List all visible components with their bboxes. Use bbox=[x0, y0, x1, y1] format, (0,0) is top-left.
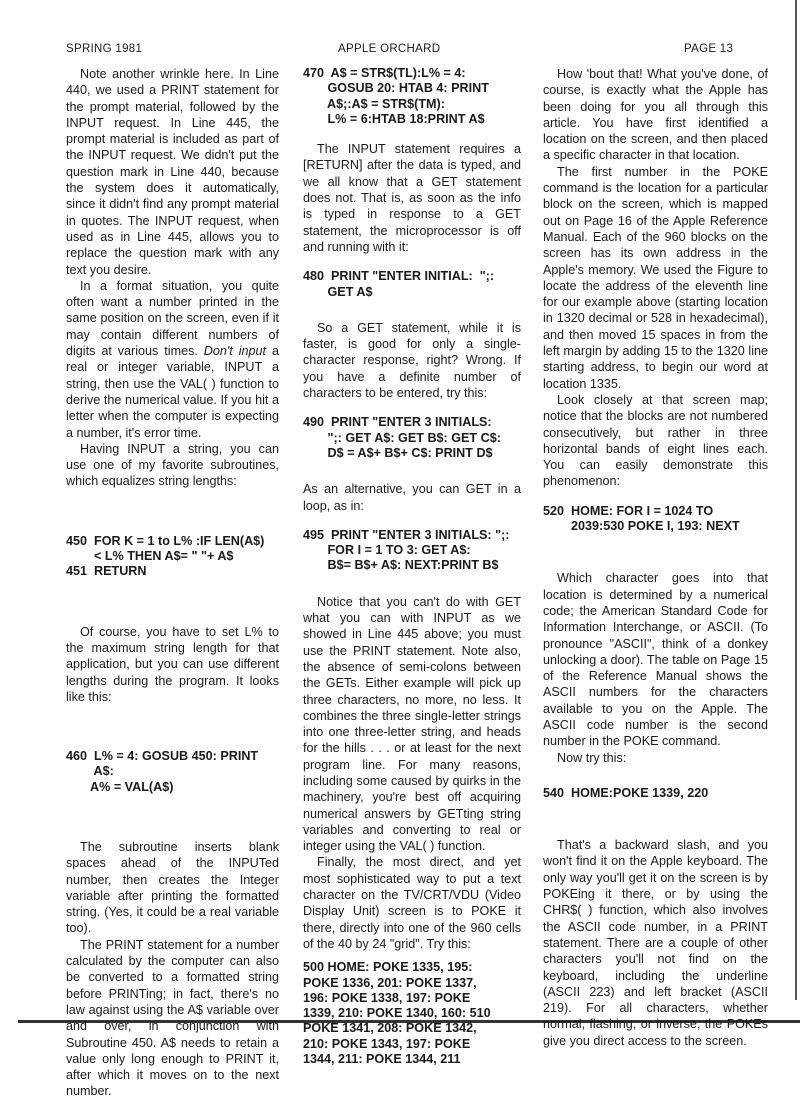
paragraph: Which character goes into that location is determined by a numerical code; the American Standard Code for Information Interchange, or ASCII. (To pronounce "ASCII", think of a donkey unlocking a door). The table on Page 15 of the Reference Manual shows the ASCII numbers for the characters available to you on the Apple. The ASCII code number is the second number in the POKE command. bbox=[543, 571, 768, 749]
column-2 bbox=[303, 66, 521, 1067]
paragraph: As an alternative, you can GET in a loop, as in: bbox=[303, 482, 521, 513]
code-listing-470: 470 A$ = STR$(TL):L% = 4: GOSUB 20: HTAB 4: PRINT A$;:A$ = STR$(TM): L% = 6:HTAB 18:PRINT A$ bbox=[303, 66, 489, 126]
paragraph: In a format situation, you quite often want a number printed in the same position on the screen, even if it may contain different numbers of digits at various times. Don't input a real or integer variable, INPUT a string, then use the VAL( ) function to derive the numerical value. If you hit a letter when the computer is expecting a number, it's error time. bbox=[66, 278, 279, 440]
paragraph: Having INPUT a string, you can use one of my favorite subroutines, which equalizes string lengths: bbox=[66, 441, 279, 489]
paragraph: Finally, the most direct, and yet most sophisticated way to put a text character on the TV/CRT/VDU (Video Display Unit) screen is to POKE it there, directly into one of the 960 cells of the 40 by 24 "grid". Try this: bbox=[303, 855, 521, 951]
paragraph: Of course, you have to set L% to the maximum string length for that application, but you can use different lengths during the program. It looks like this: bbox=[66, 624, 279, 704]
paragraph: Note another wrinkle here. In Line 440, we used a PRINT statement for the prompt material, followed by the INPUT request. In Line 445, the prompt material is included as part of the INPUT request. We didn't put the question mark in Line 440, because the system does it automatically, since it didn't find any prompt material in quotes. The INPUT request, when used as in Line 445, allows you to replace the question mark with any text you desire. bbox=[66, 67, 279, 277]
paragraph: The subroutine inserts blank spaces ahead of the INPUTed number, then creates the Integer variable after printing the formatted string. (Yes, it could be a real variable too). bbox=[66, 839, 279, 936]
code-listing-500: 500 HOME: POKE 1335, 195: POKE 1336, 201: POKE 1337, 196: POKE 1338, 197: POKE 1339, 210: POKE 1340, 160: 510 POKE 1341, 208: POKE 1342, 210: POKE 1343, 197: POKE 1344, 211: POKE 1344, 211 bbox=[303, 960, 491, 1067]
paragraph: Now try this: bbox=[557, 750, 627, 765]
code-listing-480: 480 PRINT "ENTER INITIAL: ";: GET A$ bbox=[303, 269, 495, 299]
header-page-number: PAGE 13 bbox=[684, 43, 734, 55]
code-listing-540: 540 HOME:POKE 1339, 220 bbox=[543, 785, 709, 800]
paragraph: Notice that you can't do with GET what you can with INPUT as we showed in Line 445 above; you must use the PRINT statement. Note also, the absence of semi-colons between the GETs. Either example will pick up three characters, no more, no less. It combines the three single-letter strings into one three-letter string, and heads for the hills . . . or at least for the next program line. For many reasons, including some caused by quirks in the machinery, you're best off acquiring numerical answers by GETting string variables and converting to real or integer using the VAL( ) function. bbox=[303, 594, 521, 854]
header-date: SPRING 1981 bbox=[66, 43, 143, 55]
code-listing-460: 460 L% = 4: GOSUB 450: PRINT A$: A% = VAL(A$) bbox=[66, 749, 259, 794]
paragraph: That's a backward slash, and you won't find it on the Apple keyboard. The only way you'll get it on the screen is by POKEing it there, or by using the CHR$( ) function, which also involves the ASCII code number, in a PRINT statement. There are a couple of other characters you'll not find on the keyboard, including the underline (ASCII 223) and left bracket (ASCII 219). For all characters, whether normal, flashing, or inverse, the POKEs give you direct access to the screen. bbox=[543, 838, 768, 1048]
code-listing-450: 450 FOR K = 1 to L% :IF LEN(A$) < L% THEN A$= " "+ A$ 451 RETURN bbox=[66, 533, 265, 579]
code-listing-490: 490 PRINT "ENTER 3 INITIALS: ";: GET A$: GET B$: GET C$: D$ = A$+ B$+ C$: PRINT D$ bbox=[303, 415, 501, 460]
column-1 bbox=[66, 66, 279, 1100]
right-edge-rule bbox=[795, 0, 797, 1000]
paragraph: Look closely at that screen map; notice that the blocks are not numbered consecutively, but rather in three horizontal bands of eight lines each. You can easily demonstrate this phenomenon: bbox=[543, 392, 768, 489]
header-publication: APPLE ORCHARD bbox=[338, 43, 441, 55]
paragraph: The PRINT statement for a number calculated by the computer can also be converted to a formatted string before PRINTing; in fact, there's no law against using the A$ variable over and over, in conjunction with Subroutine 450. A$ needs to retain a value only long enough to PRINT it, after which it moves on to the next number. bbox=[66, 937, 279, 1099]
column-3 bbox=[543, 66, 768, 1049]
paragraph: So a GET statement, while it is faster, is good for only a single-character response, right? Wrong. If you have a definite number of characters to be entered, try this: bbox=[303, 320, 521, 401]
code-listing-520: 520 HOME: FOR I = 1024 TO 2039:530 POKE I, 193: NEXT bbox=[543, 503, 740, 534]
paragraph: The INPUT statement requires a [RETURN] after the data is typed, and we all know that a GET statement does not. That is, as soon as the info is typed in response to a GET statement, the microprocessor is off and running with it: bbox=[303, 142, 521, 254]
code-listing-495: 495 PRINT "ENTER 3 INITIALS: ";: FOR I = 1 TO 3: GET A$: B$= B$+ A$: NEXT:PRINT B$ bbox=[303, 527, 510, 573]
paragraph: How 'bout that! What you've done, of course, is exactly what the Apple has been doing for you all through this article. You have first identified a location on the screen, and then placed a specific character in that location. bbox=[543, 67, 768, 163]
paragraph: The first number in the POKE command is the location for a particular block on the screen, which is mapped out on Page 16 of the Apple Reference Manual. Each of the 960 blocks on the screen has its own address in the Apple's memory. We used the Figure to locate the address of the eleventh line for our example above (starting location in 1320 decimal or 528 in hexadecimal), and then moved 15 spaces in from the left margin by adding 15 to the 1320 line starting address, to begin our word at location 1335. bbox=[543, 164, 768, 391]
